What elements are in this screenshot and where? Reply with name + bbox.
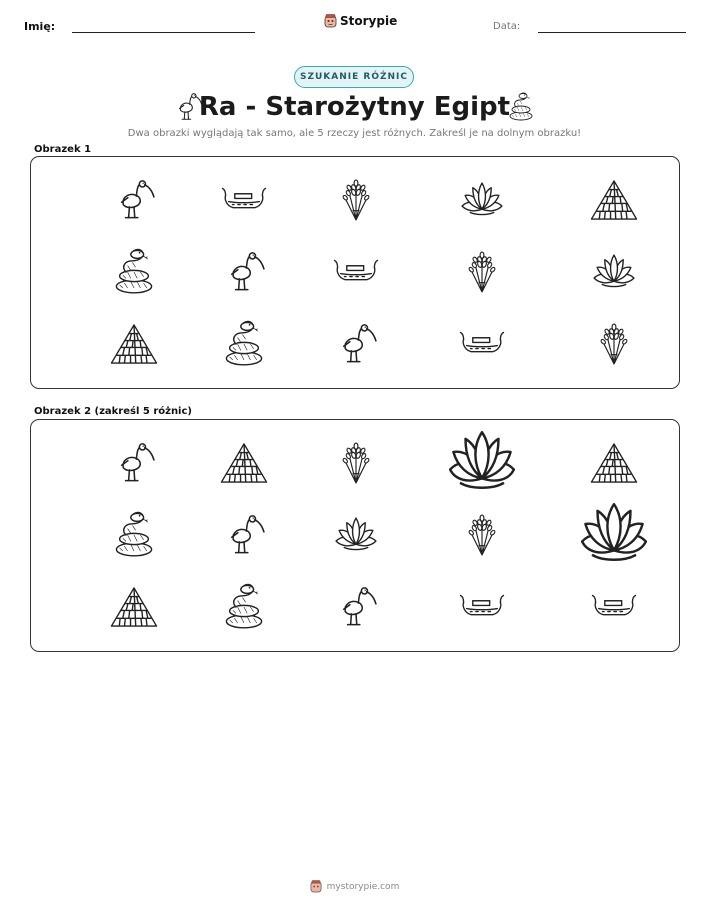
name-line[interactable]	[72, 32, 255, 33]
picture2-ibis-icon[interactable]	[323, 574, 389, 640]
date-line[interactable]	[538, 32, 686, 33]
picture2-lotus-large-icon[interactable]	[449, 430, 515, 496]
picture2-lotus-icon[interactable]	[323, 502, 389, 568]
picture2-pyramid-icon[interactable]	[211, 430, 277, 496]
picture1-wheat-icon	[449, 239, 515, 305]
name-label: Imię:	[24, 20, 56, 33]
picture2-snake-icon[interactable]	[101, 502, 167, 568]
picture1-pyramid-icon	[581, 167, 647, 233]
picture2-snake-icon[interactable]	[211, 574, 277, 640]
picture1-boat-icon	[323, 239, 389, 305]
picture1-label: Obrazek 1	[34, 144, 92, 155]
picture1-ibis-icon	[211, 239, 277, 305]
activity-badge: SZUKANIE RÓŻNIC	[294, 66, 414, 88]
picture1-panel	[30, 156, 680, 389]
picture1-lotus-icon	[581, 239, 647, 305]
brand-logo	[324, 14, 397, 28]
picture2-wheat-icon[interactable]	[449, 502, 515, 568]
storypie-mascot-icon	[324, 14, 337, 28]
picture2-panel[interactable]	[30, 419, 680, 652]
picture1-lotus-icon	[449, 167, 515, 233]
picture1-wheat-icon	[323, 167, 389, 233]
page-title: Ra - Starożytny Egipt	[198, 92, 511, 122]
picture1-snake-icon	[101, 239, 167, 305]
picture2-pyramid-icon[interactable]	[581, 430, 647, 496]
picture2-label: Obrazek 2 (zakreśl 5 różnic)	[34, 406, 192, 417]
storypie-mascot-icon	[310, 880, 322, 893]
picture2-boat-icon[interactable]	[449, 574, 515, 640]
snake-title-icon	[506, 91, 536, 127]
picture1-snake-icon	[211, 311, 277, 377]
picture2-boat-icon[interactable]	[581, 574, 647, 640]
instructions: Dwa obrazki wyglądają tak samo, ale 5 rzeczy jest różnych. Zakreśl je na dolnym obrazku!	[127, 128, 582, 139]
picture1-wheat-icon	[581, 311, 647, 377]
picture1-boat-icon	[211, 167, 277, 233]
picture1-ibis-icon	[101, 167, 167, 233]
picture1-pyramid-icon	[101, 311, 167, 377]
picture2-lotus-large-icon[interactable]	[581, 502, 647, 568]
picture2-ibis-icon[interactable]	[211, 502, 277, 568]
footer-site: mystorypie.com	[326, 881, 400, 892]
picture1-boat-icon	[449, 311, 515, 377]
picture2-ibis-icon[interactable]	[101, 430, 167, 496]
picture2-wheat-icon[interactable]	[323, 430, 389, 496]
date-label: Data:	[493, 21, 521, 32]
brand-name: Storypie	[340, 14, 398, 28]
picture1-ibis-icon	[323, 311, 389, 377]
picture2-pyramid-icon[interactable]	[101, 574, 167, 640]
footer	[0, 880, 709, 893]
